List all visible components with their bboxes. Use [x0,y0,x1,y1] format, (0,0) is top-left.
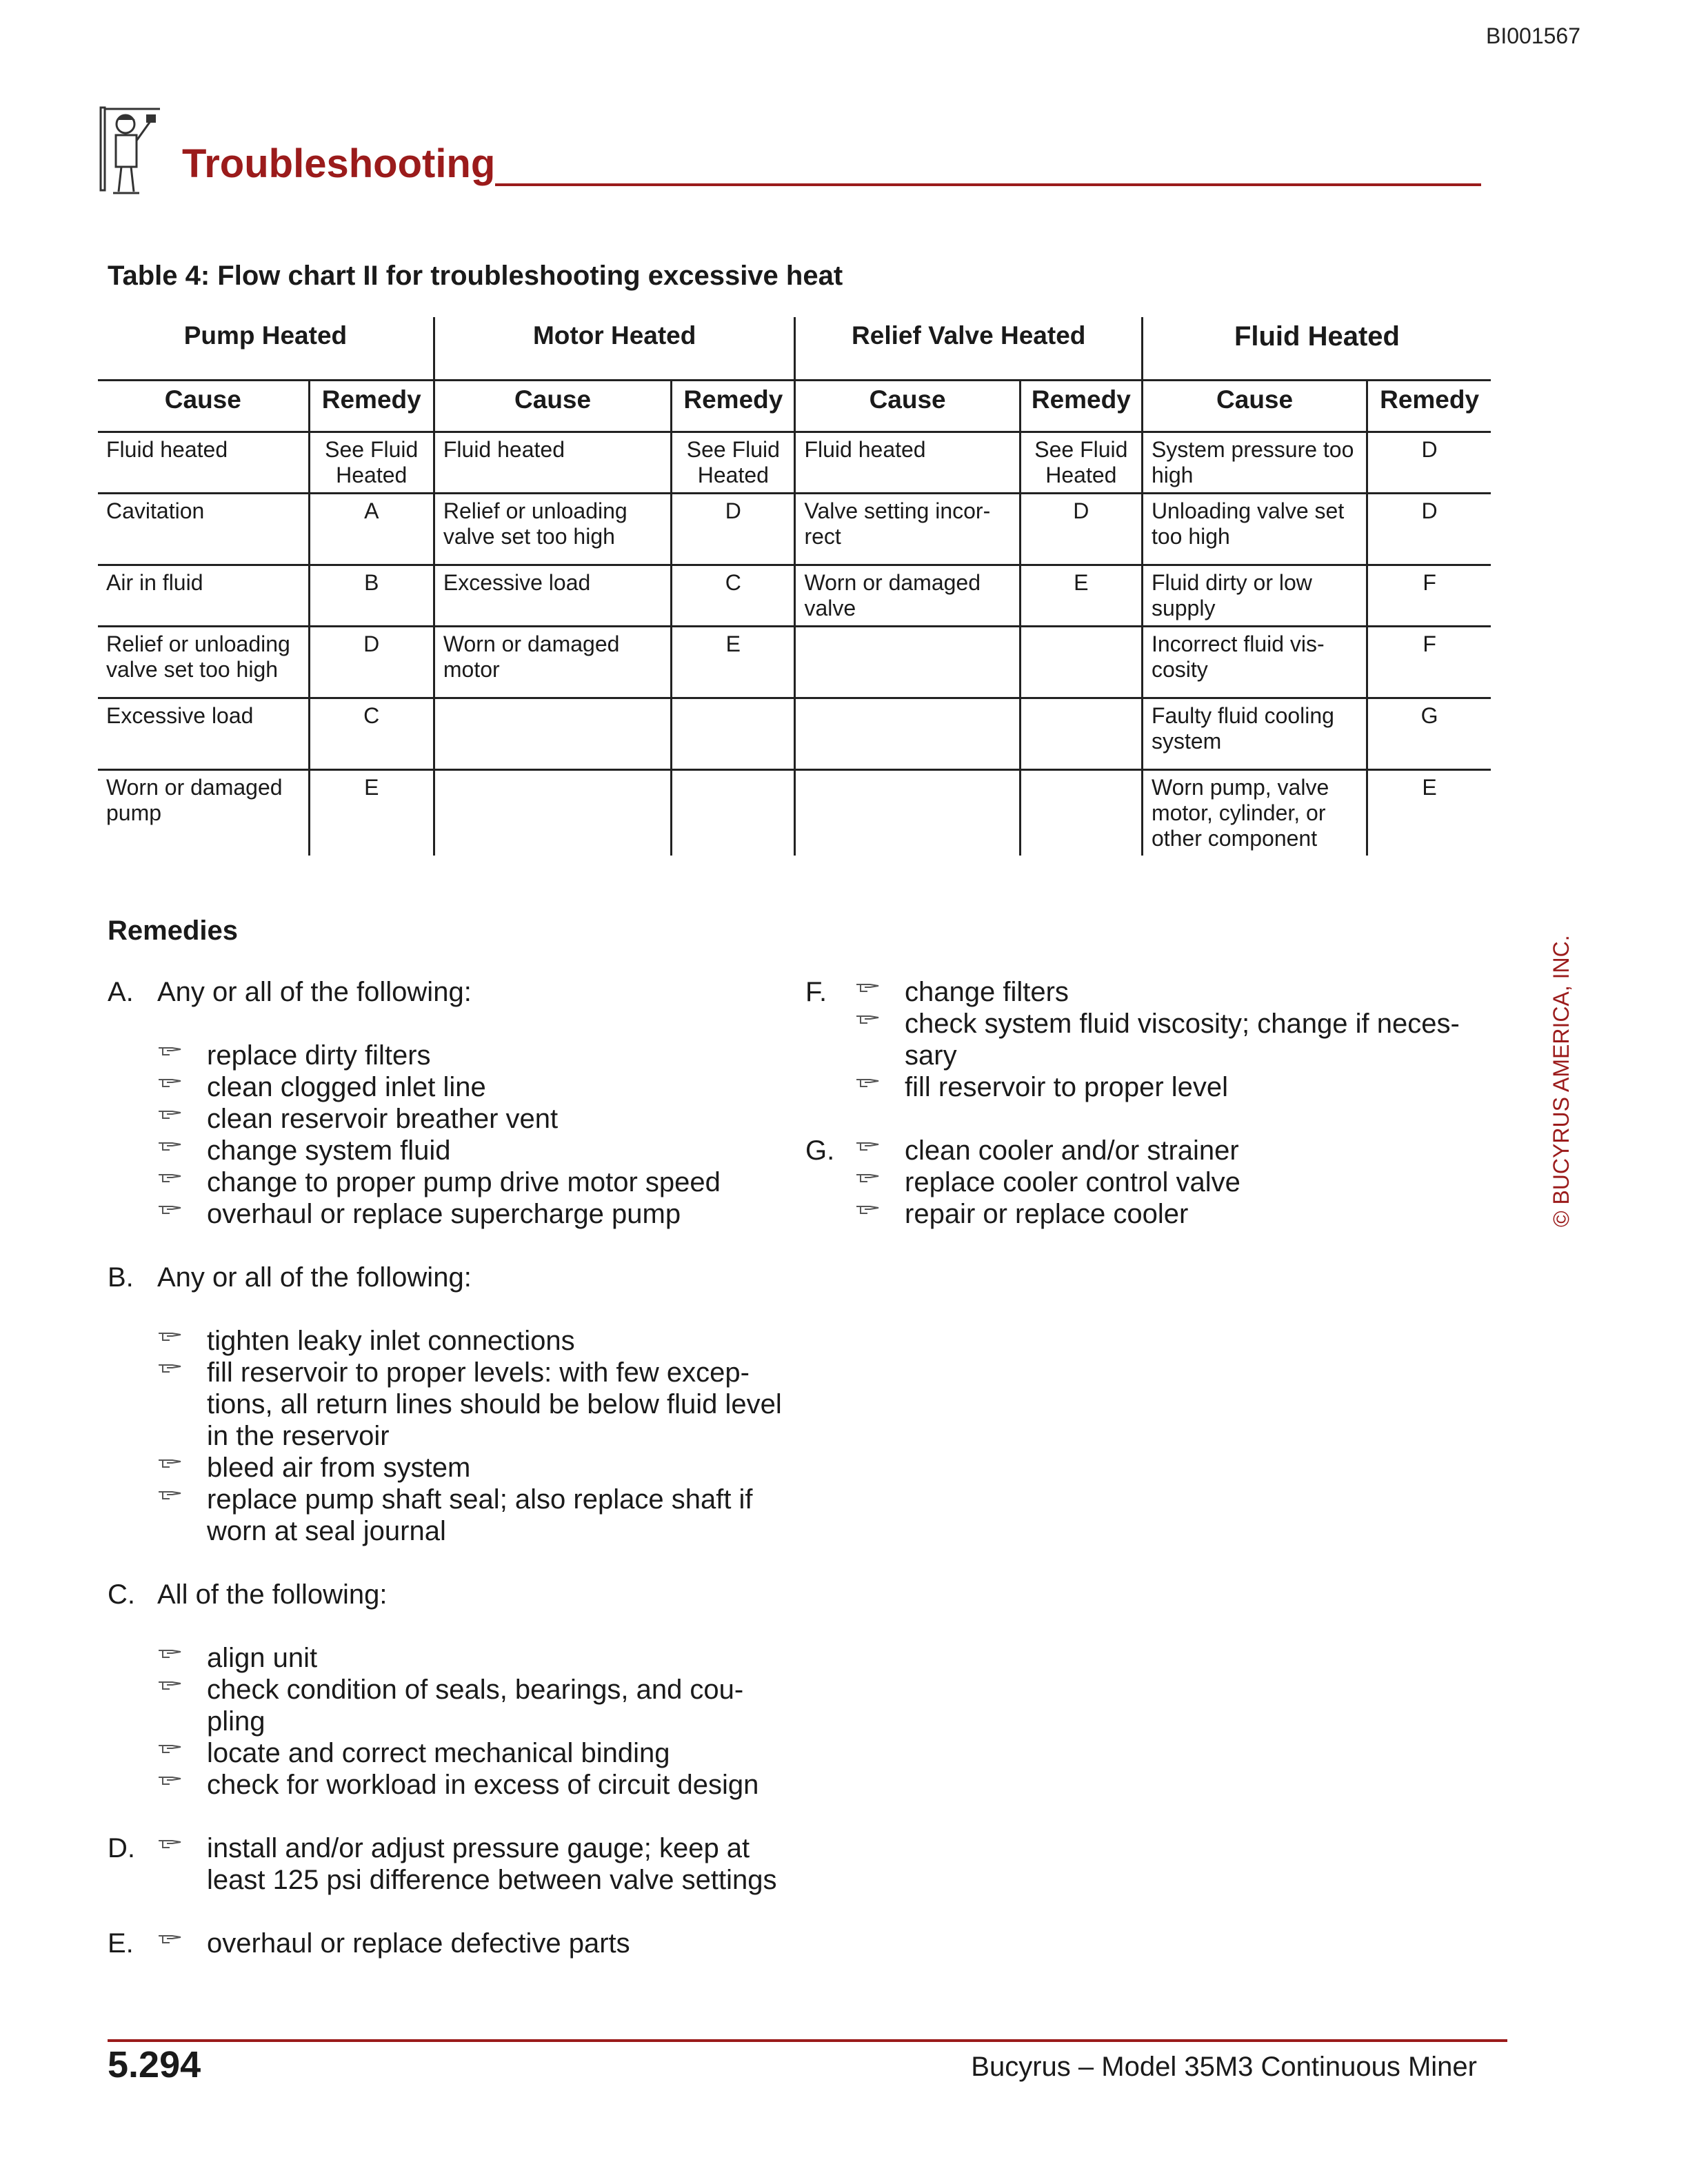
pointing-hand-icon [855,980,880,994]
list-item: overhaul or replace supercharge pump [108,1198,797,1230]
table-row [98,494,1491,565]
list-item: change to proper pump drive motor speed [108,1166,797,1198]
pointing-hand-icon [855,1012,880,1026]
table-row [98,627,1491,698]
pointing-hand-icon [157,1488,182,1502]
list-item: replace cooler control valve [805,1166,1467,1198]
table-cell: Fluid dirty or low supply [1142,565,1367,627]
list-item: repair or replace cooler [805,1198,1467,1230]
column-header-cause: Cause [98,381,309,432]
footer-text: Bucyrus – Model 35M3 Continuous Miner [971,2052,1477,2082]
remedies-right-column [805,976,1467,1262]
pointing-hand-icon [157,1202,182,1216]
pointing-hand-icon [855,1171,880,1184]
table-cell: Unloading valve set too high [1142,494,1367,565]
list-item: bleed air from system [108,1452,797,1484]
table-cell [795,698,1020,770]
group-header-motor: Motor Heated [434,317,795,381]
table-cell: See Fluid Heated [672,432,795,494]
group-header-fluid: Fluid Heated [1142,317,1491,381]
list-item: fill reservoir to proper levels: with few excep-tions, all return lines should be below fluid level in the reservoir [108,1357,797,1452]
list-item: G. clean cooler and/or strainer [805,1135,1239,1166]
table-cell: Fluid heated [434,432,671,494]
troubleshooting-table [98,317,1491,856]
list-item: check condition of seals, bearings, and cou-pling [108,1674,797,1737]
table-cell [1020,627,1142,698]
remedy-letter: C. [108,1579,135,1610]
remedy-letter: A. [108,977,134,1007]
column-header-cause: Cause [795,381,1020,432]
list-item: clean reservoir breather vent [108,1103,797,1135]
document-id: BI001567 [1485,23,1580,48]
table-cell: D [1020,494,1142,565]
table-cell: E [1367,770,1491,856]
pointing-hand-icon [157,1773,182,1787]
list-item: locate and correct mechanical binding [108,1737,797,1769]
pointing-hand-icon [157,1075,182,1089]
table-cell: B [309,565,434,627]
table-cell: F [1367,565,1491,627]
remedies-heading: Remedies [108,916,238,946]
table-cell: Worn or damaged motor [434,627,671,698]
table-cell: System pressure too high [1142,432,1367,494]
column-header-remedy: Remedy [672,381,795,432]
column-header-cause: Cause [1142,381,1367,432]
remedy-letter: E. [108,1928,134,1959]
table-cell: D [1367,432,1491,494]
table-cell: C [309,698,434,770]
table-cell: Fluid heated [98,432,309,494]
pointing-hand-icon [855,1075,880,1089]
list-item: check system fluid viscosity; change if neces-sary [805,1008,1467,1071]
table-cell: E [309,770,434,856]
table-row [98,698,1491,770]
pointing-hand-icon [855,1202,880,1216]
table-cell: Cavitation [98,494,309,565]
remedy-letter: D. [108,1833,135,1863]
remedy-group-f [805,976,1467,1103]
table-cell: Excessive load [434,565,671,627]
remedy-letter: G. [805,1135,835,1166]
pointing-hand-icon [157,1361,182,1375]
list-item: fill reservoir to proper level [805,1071,1467,1103]
pointing-hand-icon [157,1044,182,1058]
table-cell: D [672,494,795,565]
list-item: tighten leaky inlet connections [108,1325,797,1357]
group-header-relief-valve: Relief Valve Heated [795,317,1142,381]
table-cell: C [672,565,795,627]
page-title: Troubleshooting [182,141,496,186]
list-item: replace dirty filters [108,1040,797,1071]
table-cell: Excessive load [98,698,309,770]
table-cell: E [672,627,795,698]
remedies-left-column [108,976,797,1991]
table-cell: Air in fluid [98,565,309,627]
mechanic-icon [98,103,167,200]
remedy-group-a [108,976,797,1230]
remedy-letter: F. [805,977,827,1007]
table-cell: Fluid heated [795,432,1020,494]
table-cell: Worn pump, valve motor, cylinder, or other component [1142,770,1367,856]
list-item: align unit [108,1642,797,1674]
table-cell: D [1367,494,1491,565]
table-row [98,770,1491,856]
list-item: E. overhaul or replace defective parts [108,1928,630,1959]
list-item: F. change filters [805,977,1069,1007]
remedy-intro: Any or all of the following: [157,977,472,1007]
pointing-hand-icon [157,1171,182,1184]
group-header-pump: Pump Heated [98,317,434,381]
page-header [98,103,1491,207]
table-cell: Valve setting incor-rect [795,494,1020,565]
pointing-hand-icon [157,1107,182,1121]
pointing-hand-icon [157,1932,182,1945]
table-cell: Relief or unloading valve set too high [98,627,309,698]
table-cell: Relief or unloading valve set too high [434,494,671,565]
table-cell: E [1020,565,1142,627]
pointing-hand-icon [157,1741,182,1755]
table-caption: Table 4: Flow chart II for troubleshooting excessive heat [108,261,843,291]
table-cell: See Fluid Heated [1020,432,1142,494]
list-item: change system fluid [108,1135,797,1166]
table-cell [795,627,1020,698]
table-cell [672,698,795,770]
pointing-hand-icon [157,1678,182,1692]
remedy-group-b [108,1262,797,1547]
table-row [98,565,1491,627]
table-cell [1020,698,1142,770]
title-rule [495,183,1481,186]
footer-rule [108,2039,1507,2042]
column-header-remedy: Remedy [1367,381,1491,432]
list-item: replace pump shaft seal; also replace shaft if worn at seal journal [108,1484,797,1547]
list-item: D. install and/or adjust pressure gauge; keep at least 125 psi difference between valve settings [108,1833,777,1895]
column-header-remedy: Remedy [309,381,434,432]
table-cell: Faulty fluid cooling system [1142,698,1367,770]
table-cell: F [1367,627,1491,698]
remedy-letter: B. [108,1262,134,1293]
list-item: clean clogged inlet line [108,1071,797,1103]
column-header-cause: Cause [434,381,671,432]
pointing-hand-icon [157,1139,182,1153]
table-cell: Incorrect fluid vis-cosity [1142,627,1367,698]
pointing-hand-icon [157,1646,182,1660]
table-cell [434,770,671,856]
table-cell: See Fluid Heated [309,432,434,494]
table-cell: G [1367,698,1491,770]
table-cell [434,698,671,770]
copyright-notice: © BUCYRUS AMERICA, INC. [1549,935,1574,1227]
remedy-intro: All of the following: [157,1579,388,1610]
remedy-group-d [108,1832,797,1896]
table-cell [672,770,795,856]
pointing-hand-icon [157,1456,182,1470]
column-header-remedy: Remedy [1020,381,1142,432]
table-row [98,432,1491,494]
pointing-hand-icon [855,1139,880,1153]
list-item: check for workload in excess of circuit design [108,1769,797,1801]
pointing-hand-icon [157,1837,182,1850]
remedy-group-g [805,1135,1467,1230]
remedy-intro: Any or all of the following: [157,1262,472,1293]
table-cell: Worn or damaged valve [795,565,1020,627]
remedy-group-c [108,1579,797,1801]
table-cell: Worn or damaged pump [106,775,283,825]
pointing-hand-icon [157,1329,182,1343]
table-cell [1020,770,1142,856]
remedy-group-e [108,1928,797,1959]
table-cell: D [309,627,434,698]
page-number: 5.294 [108,2044,201,2085]
table-cell: A [309,494,434,565]
table-cell [795,770,1020,856]
